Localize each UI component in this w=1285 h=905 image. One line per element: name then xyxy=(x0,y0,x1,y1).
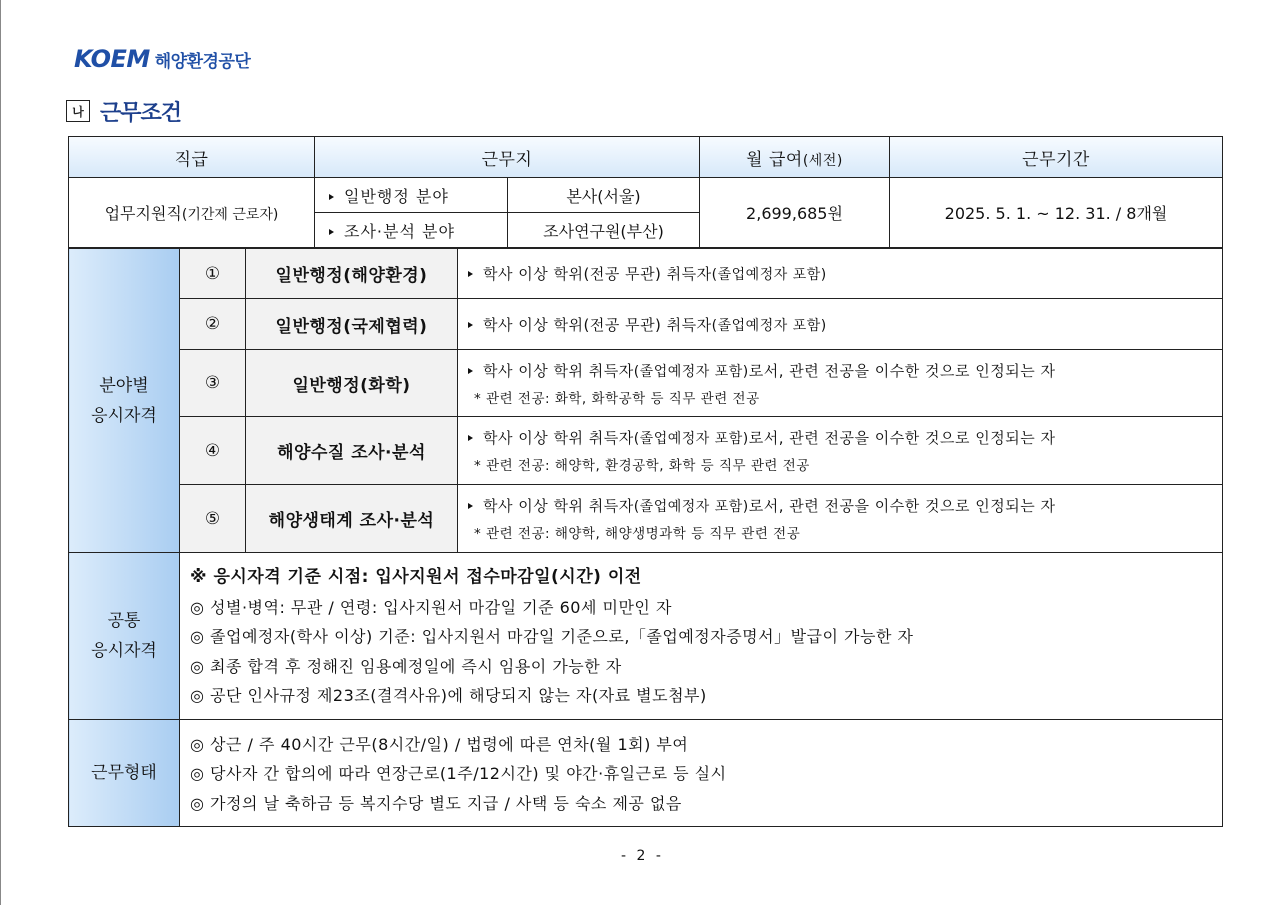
requirement-text xyxy=(468,360,1210,381)
requirement-tail: 로서, 관련 전공을 이수한 것으로 인정되는 자 xyxy=(748,361,1056,380)
group-label-line: 응시자격 xyxy=(91,405,157,426)
group-label-line: 분야별 xyxy=(99,375,149,396)
header-salary-note: (세전) xyxy=(802,152,843,169)
page-edge-line xyxy=(0,0,1,905)
triangle-bullet-icon xyxy=(468,503,473,509)
requirement-main: 학사 이상 학위(전공 무관) 취득자 xyxy=(483,265,712,283)
conditions-table xyxy=(68,136,1223,248)
requirement-main: 학사 이상 학위(전공 무관) 취득자 xyxy=(483,315,712,334)
requirement-cell xyxy=(458,249,1223,299)
row-number: ① xyxy=(180,249,246,299)
location-cell: 본사(서울) xyxy=(508,178,700,213)
koem-logo xyxy=(74,44,250,74)
section-title: 근무조건 xyxy=(100,100,182,126)
qualification-row xyxy=(69,249,1223,299)
work-type-line: ◎ 상근 / 주 40시간 근무(8시간/일) / 법령에 따른 연차(월 1회) 부여 xyxy=(190,734,689,754)
triangle-bullet-icon xyxy=(468,322,473,328)
position-note: (기간제 근로자) xyxy=(181,207,279,223)
requirement-paren: (졸업예정자 포함) xyxy=(633,499,749,515)
requirement-main: 학사 이상 학위 취득자 xyxy=(483,429,634,447)
requirement-tail: 로서, 관련 전공을 이수한 것으로 인정되는 자 xyxy=(748,429,1056,447)
triangle-bullet-icon xyxy=(468,435,473,441)
field-title: 일반행정(화학) xyxy=(246,350,458,417)
work-type-line: ◎ 당사자 간 합의에 따라 연장근로(1주/12시간) 및 야간·휴일근로 등 실시 xyxy=(190,764,727,783)
requirement-note: * 관련 전공: 화학, 화학공학 등 직무 관련 전공 xyxy=(474,390,760,407)
requirement-text xyxy=(468,314,1210,335)
period-cell: 2025. 5. 1. ~ 12. 31. / 8개월 xyxy=(890,178,1223,248)
common-line: ◎ 공단 인사규정 제23조(결격사유)에 해당되지 않는 자(자료 별도첨부) xyxy=(190,686,707,705)
triangle-bullet-icon xyxy=(468,368,473,374)
field-title: 일반행정(국제협력) xyxy=(246,299,458,350)
qualification-row xyxy=(69,299,1223,350)
field-title: 일반행정(해양환경) xyxy=(246,249,458,299)
requirement-cell xyxy=(458,299,1223,350)
row-number: ② xyxy=(180,299,246,350)
requirement-note: * 관련 전공: 해양학, 해양생명과학 등 직무 관련 전공 xyxy=(474,526,801,542)
logo-text: 해양환경공단 xyxy=(154,51,251,72)
work-type-label: 근무형태 xyxy=(69,719,180,827)
field-title: 해양생태계 조사·분석 xyxy=(246,485,458,553)
common-line: ◎ 졸업예정자(학사 이상) 기준: 입사지원서 마감일 기준으로,「졸업예정자증명서」발급이 가능한 자 xyxy=(190,627,914,646)
requirement-text xyxy=(468,495,1210,516)
section-heading xyxy=(66,96,181,126)
qualification-row xyxy=(69,417,1223,485)
requirement-note: * 관련 전공: 해양학, 환경공학, 화학 등 직무 관련 전공 xyxy=(474,458,810,474)
work-type-row xyxy=(69,719,1223,827)
requirement-paren: (졸업예정자 포함) xyxy=(633,431,749,447)
conditions-row xyxy=(69,178,1223,213)
header-salary xyxy=(700,137,890,178)
requirement-cell xyxy=(458,350,1223,417)
qualifications-table xyxy=(68,248,1223,827)
requirement-cell xyxy=(458,417,1223,485)
field-title: 해양수질 조사·분석 xyxy=(246,417,458,485)
triangle-bullet-icon xyxy=(468,271,473,277)
qualification-group-label xyxy=(69,249,180,553)
requirement-tail: 로서, 관련 전공을 이수한 것으로 인정되는 자 xyxy=(748,497,1056,515)
row-number: ③ xyxy=(180,350,246,417)
page-number: - 2 - xyxy=(621,848,664,864)
section-marker-box: 나 xyxy=(66,100,90,122)
common-qualification-row xyxy=(69,553,1223,720)
field-name: 일반행정 분야 xyxy=(344,186,449,206)
header-workplace: 근무지 xyxy=(315,137,700,178)
position-name: 업무지원직 xyxy=(104,204,182,223)
header-position: 직급 xyxy=(69,137,315,178)
requirement-paren: (졸업예정자 포함) xyxy=(711,317,827,334)
common-line: ◎ 성별·병역: 무관 / 연령: 입사지원서 마감일 기준 60세 미만인 자 xyxy=(190,597,672,617)
work-type-line: ◎ 가정의 날 축하금 등 복지수당 별도 지급 / 사택 등 숙소 제공 없음 xyxy=(190,793,682,813)
common-line: ※ 응시자격 기준 시점: 입사지원서 접수마감일(시간) 이전 xyxy=(190,567,642,587)
requirement-main: 학사 이상 학위 취득자 xyxy=(483,361,634,380)
common-line: ◎ 최종 합격 후 정해진 임용예정일에 즉시 임용이 가능한 자 xyxy=(190,656,622,676)
logo-mark: KOEM xyxy=(74,45,150,73)
work-type-details xyxy=(180,719,1223,827)
row-number: ④ xyxy=(180,417,246,485)
group-label-line: 공통 xyxy=(107,610,141,631)
requirement-main: 학사 이상 학위 취득자 xyxy=(483,497,634,515)
field-cell xyxy=(315,213,508,248)
common-group-label xyxy=(69,553,180,720)
requirement-cell xyxy=(458,485,1223,553)
salary-cell: 2,699,685원 xyxy=(700,178,890,248)
requirement-text xyxy=(468,427,1210,448)
triangle-bullet-icon xyxy=(329,229,334,235)
row-number: ⑤ xyxy=(180,485,246,553)
requirement-text xyxy=(468,263,1210,284)
location-cell: 조사연구원(부산) xyxy=(508,213,700,248)
header-salary-label: 월 급여 xyxy=(746,149,803,170)
field-name: 조사·분석 분야 xyxy=(344,221,455,241)
requirement-paren: (졸업예정자 포함) xyxy=(711,267,827,283)
qualification-row xyxy=(69,350,1223,417)
requirement-paren: (졸업예정자 포함) xyxy=(633,363,749,380)
field-cell xyxy=(315,178,508,213)
conditions-header-row xyxy=(69,137,1223,178)
header-period: 근무기간 xyxy=(890,137,1223,178)
common-requirements xyxy=(180,553,1223,720)
group-label-line: 응시자격 xyxy=(91,640,157,661)
qualification-row xyxy=(69,485,1223,553)
triangle-bullet-icon xyxy=(329,194,334,200)
position-cell xyxy=(69,178,315,248)
